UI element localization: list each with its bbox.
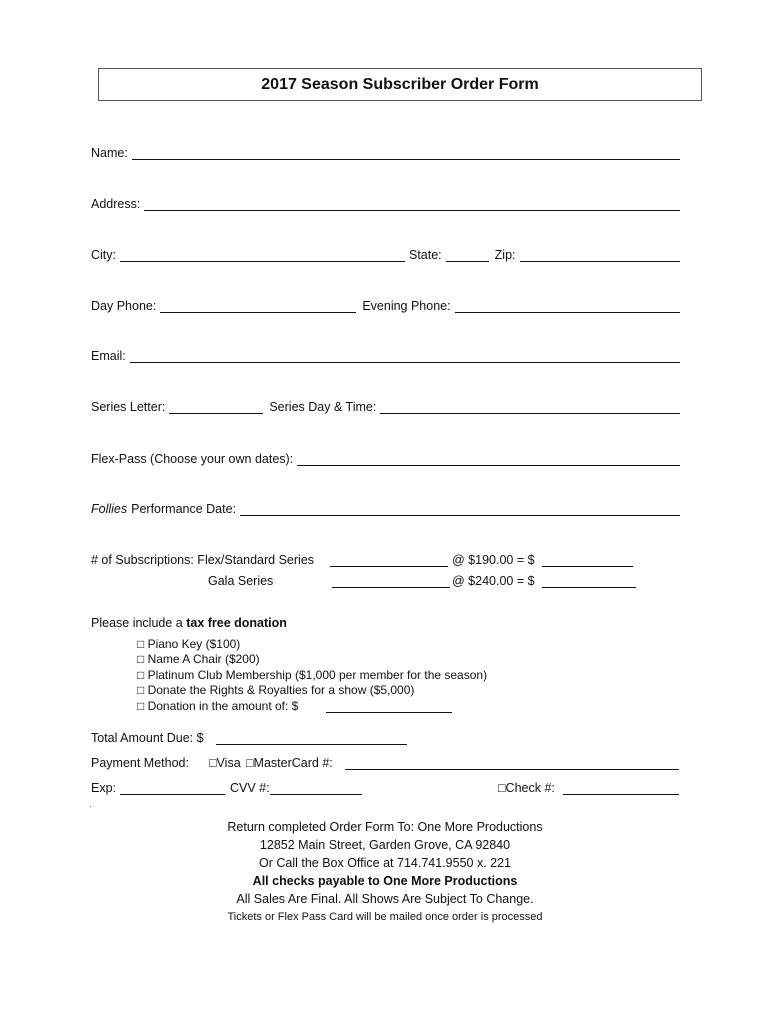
flex-total-field[interactable] [542,553,633,567]
flex-pass-field[interactable] [297,452,680,466]
donation-option-platinum-club[interactable]: □ Platinum Club Membership ($1,000 per member for the season) [137,668,488,682]
email-field[interactable] [130,349,680,363]
email-row [91,349,680,363]
donation-intro [91,616,287,630]
donation-option-rights-royalties[interactable]: □ Donate the Rights & Royalties for a show ($5,000) [137,683,415,697]
zip-label: Zip: [494,248,516,262]
flex-price-label: @ $190.00 = $ [452,553,535,567]
name-row [91,146,680,160]
mastercard-checkbox[interactable]: □MasterCard #: [246,756,333,770]
donation-option-piano-key[interactable]: □ Piano Key ($100) [137,637,241,651]
cvv-field[interactable] [270,781,362,795]
address-label: Address: [91,197,141,211]
evening-phone-label: Evening Phone: [362,299,451,313]
donation-intro-text: Please include a [91,616,187,630]
gala-label: Gala Series [208,574,274,588]
footer-checks: All checks payable to One More Productions [252,874,518,888]
cvv-label: CVV #: [230,781,270,795]
donation-intro-bold: tax free donation [186,616,287,630]
city-row [91,248,680,262]
subscriptions-label: # of Subscriptions: Flex/Standard Series [91,553,315,567]
day-phone-field[interactable] [160,299,356,313]
series-letter-field[interactable] [169,400,263,414]
total-field[interactable] [216,731,407,745]
state-label: State: [409,248,442,262]
form-title: 2017 Season Subscriber Order Form [261,75,539,93]
city-field[interactable] [120,248,405,262]
flex-quantity-field[interactable] [330,553,448,567]
email-label: Email: [91,349,126,363]
title-box [98,68,702,101]
gala-total-field[interactable] [542,574,636,588]
card-number-field[interactable] [345,756,679,770]
series-day-time-field[interactable] [380,400,680,414]
donation-option-amount[interactable]: □ Donation in the amount of: $ [137,699,299,713]
flex-pass-row [91,452,680,466]
flex-pass-label: Flex-Pass (Choose your own dates): [91,452,294,466]
day-phone-label: Day Phone: [91,299,157,313]
gala-quantity-field[interactable] [332,574,450,588]
state-field[interactable] [446,248,489,262]
city-label: City: [91,248,116,262]
exp-field[interactable] [120,781,225,795]
donation-option-name-chair[interactable]: □ Name A Chair ($200) [137,652,260,666]
follies-date-field[interactable] [240,502,680,516]
phone-row [91,299,680,313]
series-row [91,400,680,414]
address-row [91,197,680,211]
footer-mailed: Tickets or Flex Pass Card will be mailed once order is processed [227,911,543,923]
series-day-time-label: Series Day & Time: [269,400,377,414]
follies-label: Performance Date: [131,502,237,516]
series-letter-label: Series Letter: [91,400,166,414]
footer-call: Or Call the Box Office at 714.741.9550 x. 221 [258,856,511,870]
address-field[interactable] [144,197,680,211]
check-number-field[interactable] [563,781,679,795]
exp-label: Exp: [91,781,117,795]
stray-dot [90,806,91,807]
name-field[interactable] [132,146,680,160]
evening-phone-field[interactable] [455,299,680,313]
total-label: Total Amount Due: $ [91,731,204,745]
zip-field[interactable] [520,248,680,262]
footer-sales: All Sales Are Final. All Shows Are Subject To Change. [236,892,534,906]
payment-method-label: Payment Method: [91,756,189,770]
follies-row [91,502,680,516]
footer-address: 12852 Main Street, Garden Grove, CA 92840 [259,838,511,852]
gala-price-label: @ $240.00 = $ [452,574,535,588]
donation-amount-field[interactable] [326,699,452,713]
footer-return-to: Return completed Order Form To: One More Productions [227,820,543,834]
follies-label-italic: Follies [91,502,128,516]
visa-checkbox[interactable]: □Visa [209,756,241,770]
name-label: Name: [91,146,128,160]
check-checkbox[interactable]: □Check #: [498,781,555,795]
